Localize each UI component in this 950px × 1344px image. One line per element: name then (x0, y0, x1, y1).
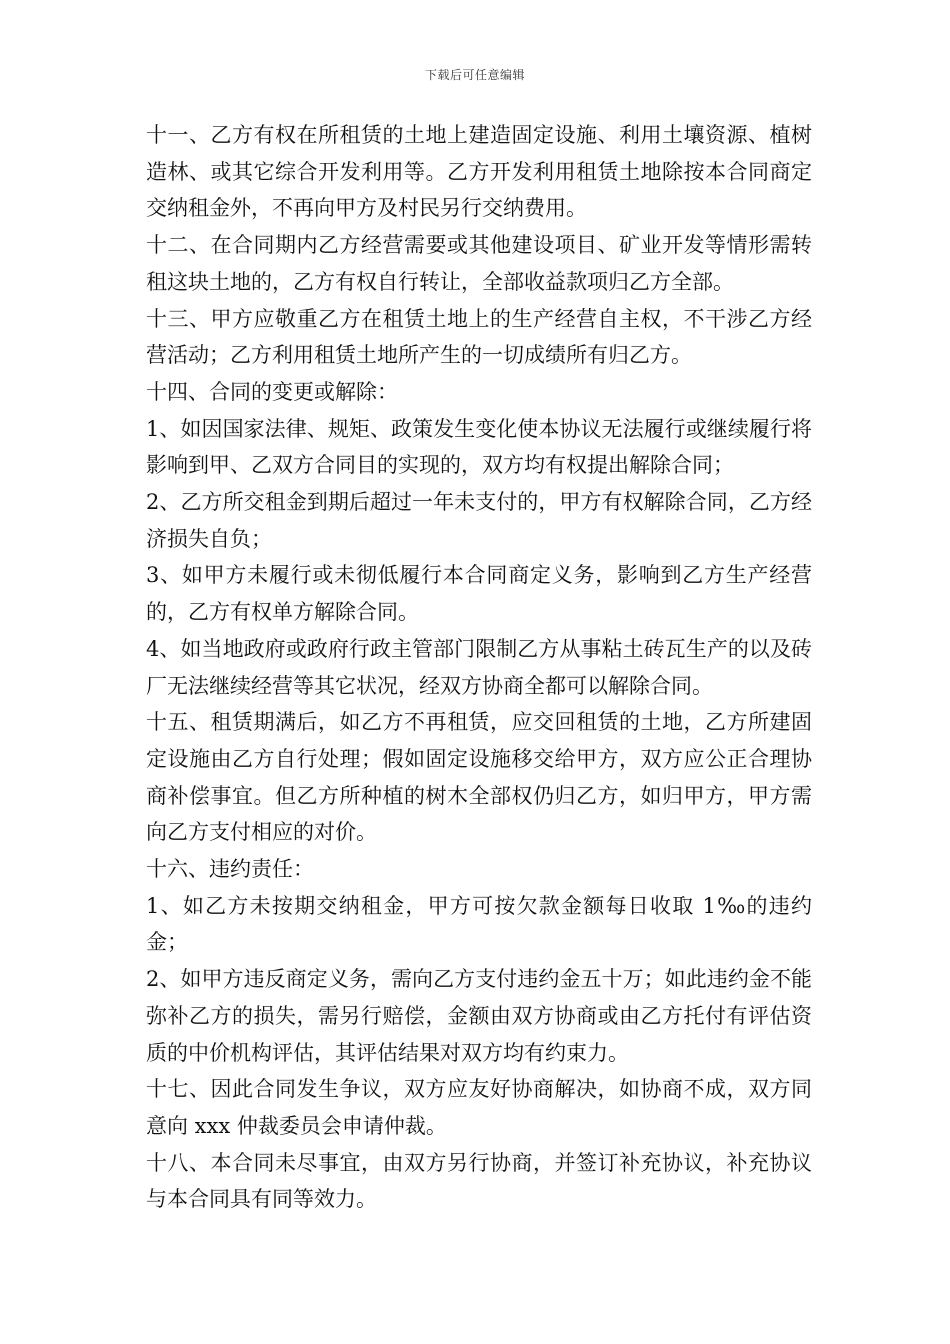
clause-16-item-2: 2、如甲方违反商定义务，需向乙方支付违约金五十万；如此违约金不能弥补乙方的损失，需另行赔偿，金额由双方协商或由乙方托付有评估资质的中价机构评估，其评估结果对双方均有约束力。 (146, 967, 812, 1065)
clause-16-heading: 十六、违约责任： (146, 857, 314, 882)
page-header-watermark: 下载后可任意编辑 (424, 68, 525, 82)
clause-12: 十二、在合同期内乙方经营需要或其他建设项目、矿业开发等情形需转租这块土地的，乙方有权自行转让，全部收益款项归乙方全部。 (146, 233, 812, 294)
clause-16-item-1: 1、如乙方未按期交纳租金，甲方可按欠款金额每日收取 1‰的违约金； (146, 893, 812, 955)
clause-14-heading: 十四、合同的变更或解除： (146, 379, 398, 404)
clause-14-item-4: 4、如当地政府或政府行政主管部门限制乙方从事粘土砖瓦生产的以及砖厂无法继续经营等其它状况，经双方协商全都可以解除合同。 (146, 636, 812, 698)
clause-14-item-1: 1、如因国家法律、规矩、政策发生变化使本协议无法履行或继续履行将影响到甲、乙双方合同目的实现的，双方均有权提出解除合同； (146, 416, 812, 478)
clause-15: 十五、租赁期满后，如乙方不再租赁，应交回租赁的土地，乙方所建固定设施由乙方自行处理；假如固定设施移交给甲方，双方应公正合理协商补偿事宜。但乙方所种植的树木全部权仍归乙方，如归甲方，甲方需向乙方支付相应的对价。 (146, 710, 812, 845)
clause-11: 十一、乙方有权在所租赁的土地上建造固定设施、利用土壤资源、植树造林、或其它综合开发利用等。乙方开发利用租赁土地除按本合同商定交纳租金外，不再向甲方及村民另行交纳费用。 (146, 123, 812, 221)
clause-17: 十七、因此合同发生争议，双方应友好协商解决，如协商不成，双方同意向 xxx 仲裁委员会申请仲裁。 (146, 1077, 812, 1138)
clause-13: 十三、甲方应敬重乙方在租赁土地上的生产经营自主权，不干涉乙方经营活动；乙方利用租赁土地所产生的一切成绩所有归乙方。 (146, 306, 812, 368)
clause-14-item-2: 2、乙方所交租金到期后超过一年未支付的，甲方有权解除合同，乙方经济损失自负； (146, 490, 812, 551)
contract-body (146, 117, 812, 1218)
clause-18: 十八、本合同未尽事宜，由双方另行协商，并签订补充协议，补充协议与本合同具有同等效力。 (146, 1150, 812, 1212)
clause-14-item-3: 3、如甲方未履行或未彻低履行本合同商定义务，影响到乙方生产经营的，乙方有权单方解除合同。 (146, 563, 812, 625)
